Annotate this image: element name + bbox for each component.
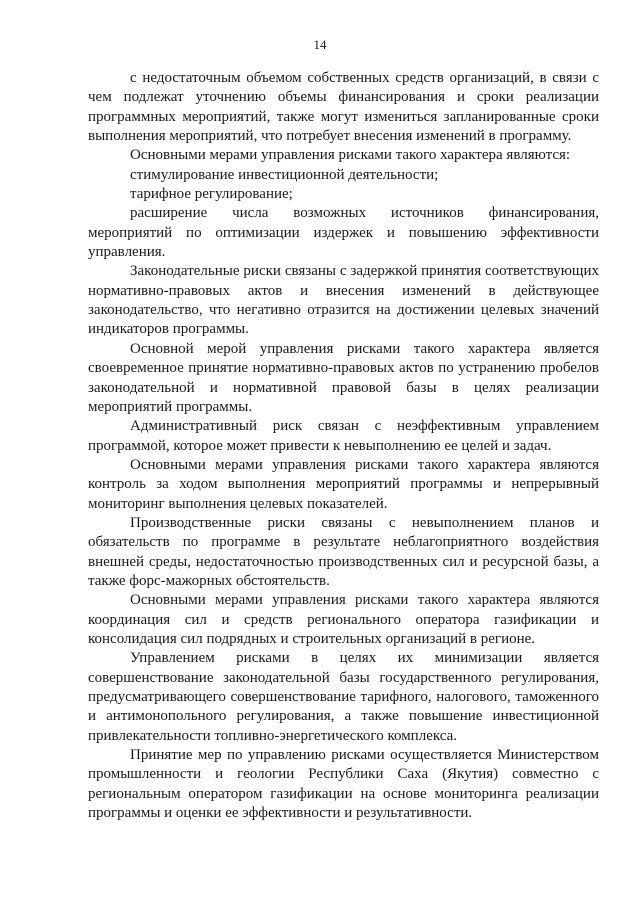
paragraph-measures-intro: Основными мерами управления рисками такого характера являются: xyxy=(130,147,571,164)
paragraph-risk-minimization: Управлением рисками в целях их минимизации является совершенствование законодательной базы государственного регулирования, предусматривающего совершенствование тарифного, налогового, таможенного и антимонопольного регулирования, а также повышение инвестиционной привлекательности топливно-энергетического комплекса. xyxy=(88,650,599,744)
paragraph-production-risks: Производственные риски связаны с невыполнением планов и обязательств по программе в результате неблагоприятного воздействия внешней среды, недостаточностью производственных сил и ресурсной базы, а также форс-мажорных обстоятельств. xyxy=(88,514,599,589)
list-item-tariff: тарифное регулирование; xyxy=(130,186,293,203)
page-number: 14 xyxy=(313,37,327,52)
document-body xyxy=(88,69,599,823)
paragraph-administrative-risk: Административный риск связан с неэффективным управлением программой, которое может привести к невыполнению ее целей и задач. xyxy=(88,418,599,454)
paragraph-funding-risk-continued: с недостаточным объемом собственных средств организаций, в связи с чем подлежат уточнению объемы финансирования и сроки реализации программных мероприятий, также могут измениться запланированные сроки выполнения мероприятий, что потребует внесения изменений в программу. xyxy=(88,70,599,145)
list-item-investment: стимулирование инвестиционной деятельности; xyxy=(130,166,439,183)
paragraph-legislative-measures: Основной мерой управления рисками такого характера является своевременное принятие нормативно-правовых актов по устранению пробелов законодательной и нормативной правовой базы в целях реализации мероприятий программы. xyxy=(88,340,599,415)
paragraph-responsible-authority: Принятие мер по управлению рисками осуществляется Министерством промышленности и геологии Республики Саха (Якутия) совместно с региональным оператором газификации на основе мониторинга реализации программы и оценки ее эффективности и результативности. xyxy=(88,747,599,822)
paragraph-production-measures: Основными мерами управления рисками такого характера являются координация сил и средств регионального оператора газификации и консолидация сил подрядных и строительных организаций в регионе. xyxy=(88,592,599,647)
list-item-sources-expansion: расширение числа возможных источников финансирования, мероприятий по оптимизации издержек и повышению эффективности управления. xyxy=(88,205,599,261)
paragraph-legislative-risks: Законодательные риски связаны с задержкой принятия соответствующих нормативно-правовых актов и внесения изменений в действующее законодательство, что негативно отразится на достижении целевых значений индикаторов программы. xyxy=(88,263,599,338)
paragraph-administrative-measures: Основными мерами управления рисками такого характера являются контроль за ходом выполнения мероприятий программы и непрерывный мониторинг выполнения целевых показателей. xyxy=(88,456,599,512)
